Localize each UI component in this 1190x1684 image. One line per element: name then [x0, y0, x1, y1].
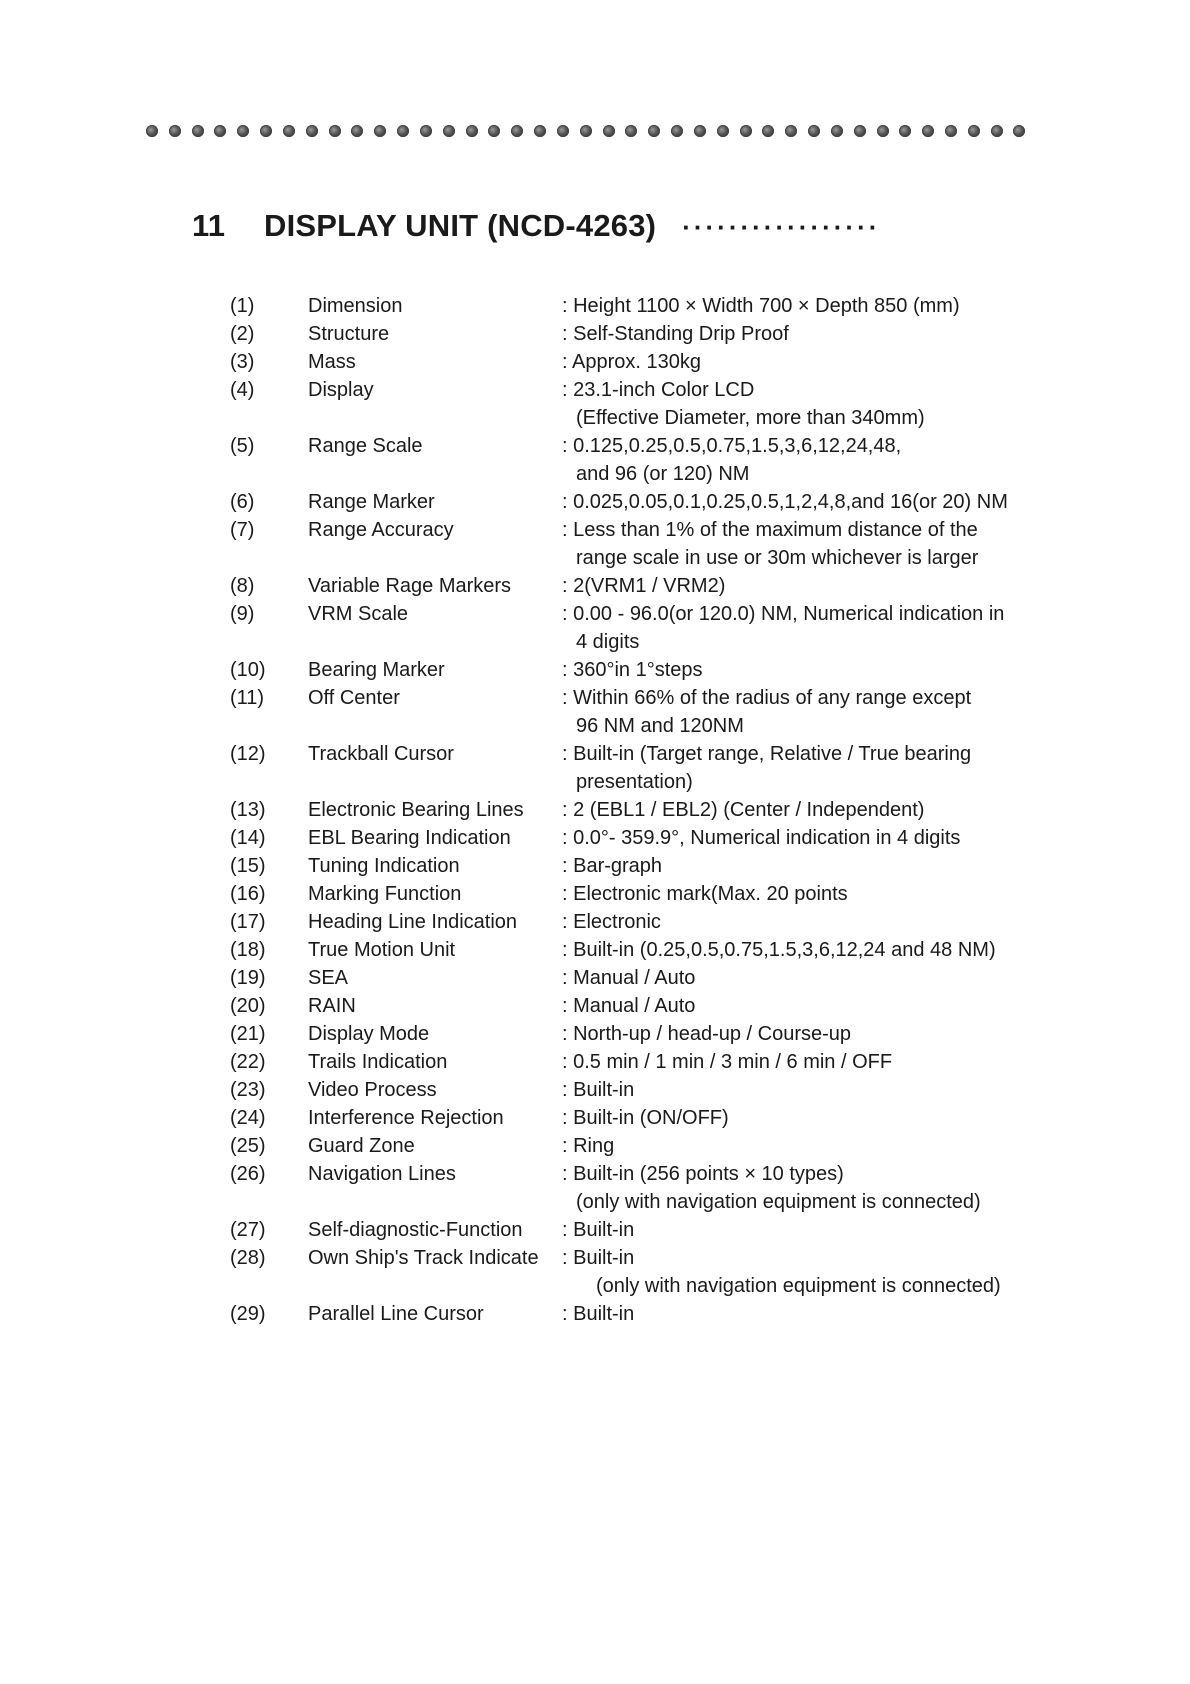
- spec-row: [230, 516, 1030, 544]
- spec-value: : 0.00 - 96.0(or 120.0) NM, Numerical indication in: [562, 603, 1005, 625]
- spec-value: : Ring: [562, 1135, 615, 1157]
- spec-item: Display Mode: [308, 1023, 430, 1045]
- spec-item: [308, 628, 562, 656]
- spec-number: (22): [230, 1051, 266, 1073]
- spec-item: RAIN: [308, 995, 356, 1017]
- decorative-dot: [214, 125, 226, 137]
- spec-row: [230, 796, 1030, 824]
- spec-number: (6): [230, 491, 255, 513]
- spec-value: : 0.025,0.05,0.1,0.25,0.5,1,2,4,8,and 16(or 20) NM: [562, 491, 1008, 513]
- spec-value: range scale in use or 30m whichever is larger: [576, 547, 979, 569]
- spec-number: (4): [230, 379, 255, 401]
- spec-row: [230, 936, 1030, 964]
- spec-row: [230, 740, 1030, 768]
- spec-number: (29): [230, 1303, 266, 1325]
- decorative-dot: [625, 125, 637, 137]
- spec-row-continuation: [230, 1188, 1030, 1216]
- spec-item: [308, 1188, 562, 1216]
- spec-row-continuation: [230, 460, 1030, 488]
- spec-item: Dimension: [308, 295, 403, 317]
- spec-item: Own Ship's Track Indicate: [308, 1247, 539, 1269]
- decorative-dot: [968, 125, 980, 137]
- spec-item: Range Marker: [308, 491, 435, 513]
- section-heading: [192, 208, 1022, 258]
- spec-value: and 96 (or 120) NM: [576, 463, 750, 485]
- spec-row: [230, 348, 1030, 376]
- spec-value: presentation): [576, 771, 693, 793]
- spec-value: : Built-in: [562, 1219, 635, 1241]
- spec-number: (10): [230, 659, 266, 681]
- decorative-dot: [922, 125, 934, 137]
- spec-row-continuation: [230, 768, 1030, 796]
- spec-value: : Built-in (256 points × 10 types): [562, 1163, 844, 1185]
- spec-item: Heading Line Indication: [308, 911, 518, 933]
- decorative-dot: [397, 125, 409, 137]
- spec-number: [230, 1188, 308, 1216]
- spec-value: (only with navigation equipment is connected): [576, 1191, 981, 1213]
- spec-number: [230, 1272, 308, 1300]
- spec-row: [230, 852, 1030, 880]
- spec-row: [230, 684, 1030, 712]
- spec-item: [308, 544, 562, 572]
- decorative-dot: [808, 125, 820, 137]
- decorative-dot: [306, 125, 318, 137]
- spec-row: [230, 1132, 1030, 1160]
- decorative-dot: [374, 125, 386, 137]
- spec-number: [230, 768, 308, 796]
- spec-item: Self-diagnostic-Function: [308, 1219, 523, 1241]
- decorative-dot: [169, 125, 181, 137]
- spec-row: [230, 488, 1030, 516]
- spec-value: : Built-in: [562, 1079, 635, 1101]
- spec-item: True Motion Unit: [308, 939, 456, 961]
- decorative-dot: [557, 125, 569, 137]
- spec-row: [230, 572, 1030, 600]
- spec-row-continuation: [230, 712, 1030, 740]
- decorative-dot: [854, 125, 866, 137]
- spec-item: Interference Rejection: [308, 1107, 504, 1129]
- spec-value: : Built-in: [562, 1247, 635, 1269]
- spec-value: : Self-Standing Drip Proof: [562, 323, 789, 345]
- decorative-dot: [831, 125, 843, 137]
- spec-row: [230, 1160, 1030, 1188]
- spec-item: [308, 712, 562, 740]
- spec-value: : 0.125,0.25,0.5,0.75,1.5,3,6,12,24,48,: [562, 435, 902, 457]
- spec-value: : 360°in 1°steps: [562, 659, 703, 681]
- decorative-dot: [443, 125, 455, 137]
- spec-number: (5): [230, 435, 255, 457]
- spec-item: Trails Indication: [308, 1051, 448, 1073]
- spec-item: Navigation Lines: [308, 1163, 456, 1185]
- spec-item: [308, 1272, 562, 1300]
- spec-row: [230, 1048, 1030, 1076]
- spec-value: : Electronic mark(Max. 20 points: [562, 883, 848, 905]
- decorative-dot: [237, 125, 249, 137]
- decorative-dot: [945, 125, 957, 137]
- spec-row-continuation: [230, 628, 1030, 656]
- spec-number: (25): [230, 1135, 266, 1157]
- spec-row: [230, 1300, 1030, 1328]
- spec-item: Guard Zone: [308, 1135, 415, 1157]
- spec-item: [308, 460, 562, 488]
- spec-row: [230, 1076, 1030, 1104]
- spec-value: : Approx. 130kg: [562, 351, 701, 373]
- decorative-dot: [1013, 125, 1025, 137]
- spec-number: (19): [230, 967, 266, 989]
- spec-number: (1): [230, 295, 255, 317]
- spec-row: [230, 600, 1030, 628]
- spec-value: : 0.5 min / 1 min / 3 min / 6 min / OFF: [562, 1051, 893, 1073]
- spec-number: (18): [230, 939, 266, 961]
- decorative-dot: [694, 125, 706, 137]
- decorative-dot: [762, 125, 774, 137]
- spec-row: [230, 376, 1030, 404]
- decorative-dot: [466, 125, 478, 137]
- spec-value: : Built-in: [562, 1303, 635, 1325]
- spec-value: (only with navigation equipment is connected): [596, 1275, 1001, 1297]
- spec-row-continuation: [230, 404, 1030, 432]
- spec-row: [230, 292, 1030, 320]
- spec-number: [230, 460, 308, 488]
- decorative-dot: [740, 125, 752, 137]
- spec-row: [230, 1216, 1030, 1244]
- spec-number: (17): [230, 911, 266, 933]
- decorative-dot: [283, 125, 295, 137]
- decorative-dot: [717, 125, 729, 137]
- spec-number: (27): [230, 1219, 266, 1241]
- decorative-dot: [488, 125, 500, 137]
- decorative-dot: [351, 125, 363, 137]
- spec-number: (12): [230, 743, 266, 765]
- decorative-dot: [260, 125, 272, 137]
- spec-number: (7): [230, 519, 255, 541]
- spec-number: (23): [230, 1079, 266, 1101]
- spec-item: Structure: [308, 323, 390, 345]
- spec-value: 96 NM and 120NM: [576, 715, 744, 737]
- decorative-dot: [648, 125, 660, 137]
- spec-value: : Manual / Auto: [562, 967, 696, 989]
- spec-item: Video Process: [308, 1079, 437, 1101]
- section-title: DISPLAY UNIT (NCD-4263): [264, 208, 657, 243]
- spec-value: : Built-in (Target range, Relative / True bearing: [562, 743, 972, 765]
- spec-list: [230, 292, 1030, 1328]
- spec-row: [230, 824, 1030, 852]
- section-number: 11: [192, 208, 226, 243]
- spec-row: [230, 908, 1030, 936]
- spec-item: VRM Scale: [308, 603, 409, 625]
- decorative-dot: [511, 125, 523, 137]
- spec-row: [230, 1244, 1030, 1272]
- spec-value: : Bar-graph: [562, 855, 663, 877]
- spec-item: Range Accuracy: [308, 519, 454, 541]
- spec-value: : 2 (EBL1 / EBL2) (Center / Independent): [562, 799, 925, 821]
- spec-number: [230, 544, 308, 572]
- spec-value: : Built-in (ON/OFF): [562, 1107, 729, 1129]
- decorative-dot: [192, 125, 204, 137]
- spec-number: (9): [230, 603, 255, 625]
- spec-value: : 23.1-inch Color LCD: [562, 379, 755, 401]
- spec-item: SEA: [308, 967, 349, 989]
- spec-value: : 2(VRM1 / VRM2): [562, 575, 726, 597]
- decorative-dot: [420, 125, 432, 137]
- spec-number: [230, 628, 308, 656]
- spec-number: (21): [230, 1023, 266, 1045]
- spec-number: (28): [230, 1247, 266, 1269]
- spec-row: [230, 656, 1030, 684]
- decorative-dot: [671, 125, 683, 137]
- spec-value: 4 digits: [576, 631, 640, 653]
- decorative-dot-border: [146, 124, 1026, 138]
- spec-item: Range Scale: [308, 435, 423, 457]
- spec-item: Electronic Bearing Lines: [308, 799, 524, 821]
- spec-value: : Electronic: [562, 911, 661, 933]
- spec-item: EBL Bearing Indication: [308, 827, 511, 849]
- spec-number: [230, 712, 308, 740]
- decorative-dot: [877, 125, 889, 137]
- spec-row-continuation: [230, 1272, 1030, 1300]
- spec-row: [230, 880, 1030, 908]
- spec-item: [308, 768, 562, 796]
- spec-value: : Manual / Auto: [562, 995, 696, 1017]
- spec-value: : 0.0°- 359.9°, Numerical indication in 4 digits: [562, 827, 961, 849]
- spec-row: [230, 320, 1030, 348]
- decorative-dot: [603, 125, 615, 137]
- spec-number: (3): [230, 351, 255, 373]
- spec-number: (26): [230, 1163, 266, 1185]
- spec-item: Parallel Line Cursor: [308, 1303, 484, 1325]
- decorative-dot: [785, 125, 797, 137]
- spec-number: (13): [230, 799, 266, 821]
- spec-item: Off Center: [308, 687, 400, 709]
- spec-item: [308, 404, 562, 432]
- spec-row-continuation: [230, 544, 1030, 572]
- spec-number: (11): [230, 687, 265, 709]
- spec-number: (20): [230, 995, 266, 1017]
- decorative-dot: [146, 125, 158, 137]
- decorative-dot: [899, 125, 911, 137]
- spec-value: (Effective Diameter, more than 340mm): [576, 407, 925, 429]
- spec-value: : Within 66% of the radius of any range except: [562, 687, 972, 709]
- spec-item: Trackball Cursor: [308, 743, 454, 765]
- spec-row: [230, 1104, 1030, 1132]
- decorative-dot: [329, 125, 341, 137]
- spec-number: (2): [230, 323, 255, 345]
- spec-item: Bearing Marker: [308, 659, 445, 681]
- spec-row: [230, 1020, 1030, 1048]
- spec-item: Display: [308, 379, 374, 401]
- decorative-dot: [534, 125, 546, 137]
- spec-item: Tuning Indication: [308, 855, 460, 877]
- spec-row: [230, 432, 1030, 460]
- spec-item: Mass: [308, 351, 356, 373]
- spec-value: : Height 1100 × Width 700 × Depth 850 (mm): [562, 295, 960, 317]
- spec-number: (24): [230, 1107, 266, 1129]
- spec-item: Variable Rage Markers: [308, 575, 512, 597]
- spec-value: : Built-in (0.25,0.5,0.75,1.5,3,6,12,24 and 48 NM): [562, 939, 996, 961]
- spec-number: (16): [230, 883, 266, 905]
- spec-row: [230, 992, 1030, 1020]
- spec-number: (15): [230, 855, 266, 877]
- spec-number: (14): [230, 827, 266, 849]
- spec-number: [230, 404, 308, 432]
- spec-value: : Less than 1% of the maximum distance of the: [562, 519, 978, 541]
- spec-item: Marking Function: [308, 883, 462, 905]
- dot-leader: ·················: [682, 212, 881, 242]
- spec-value: : North-up / head-up / Course-up: [562, 1023, 852, 1045]
- spec-number: (8): [230, 575, 255, 597]
- spec-row: [230, 964, 1030, 992]
- decorative-dot: [991, 125, 1003, 137]
- decorative-dot: [580, 125, 592, 137]
